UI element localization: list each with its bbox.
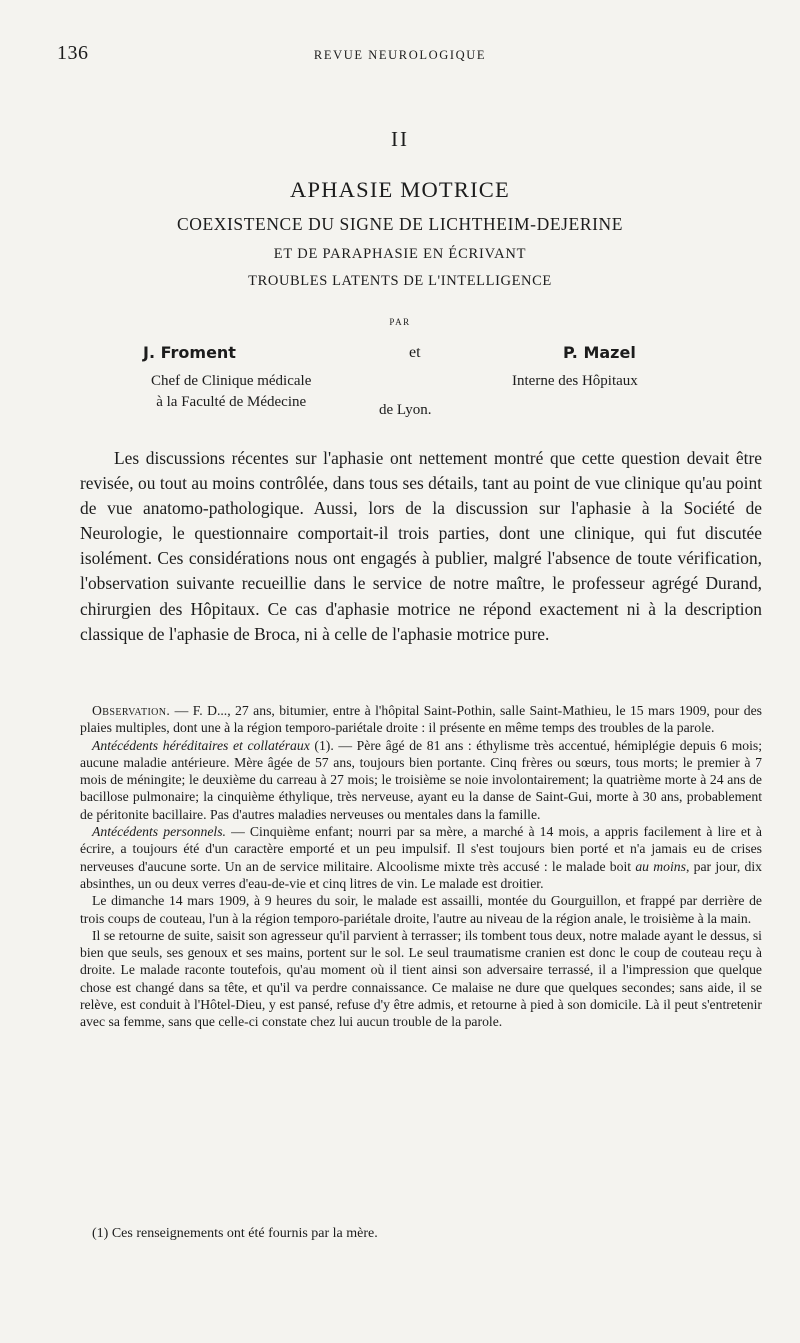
personal-label: Antécédents personnels. xyxy=(92,824,226,840)
hereditary-text: (1). — Père âgé de 81 ans : éthylisme très accentué, hémiplégie depuis 6 mois; aucune maladie antérieure. Mère âgée de 57 ans, toujours bien portante. Cinq frères ou sœurs, tous morts; le premier à 7 mois de méningite; le deuxième du carreau à 27 mois; le troisième se noie involontairement; la quatrième morte à 24 ans de bacillose pulmonaire; la cinquième éthylique, très nerveuse, ayant eu la danse de Saint-Gui, morte à 30 ans, probablement de péritonite bacillaire. Pas d'autres maladies nerveuses ou mentales dans la famille. xyxy=(80,737,762,822)
footnote: (1) Ces renseignements ont été fournis par la mère. xyxy=(92,1226,378,1241)
article-subtitle-1: COEXISTENCE DU SIGNE DE LICHTHEIM-DEJERINE xyxy=(176,214,624,234)
aftermath-paragraph: Il se retourne de suite, saisit son agresseur qu'il parvient à terrasser; ils tombent tous deux, notre malade ayant le dessus, si bien que seuls, ses genoux et ses mains, portent sur le sol. Le seul traumatisme cranien est donc le coup de couteau reçu à droite. Le malade raconte toutefois, qu'au moment où il tient ainsi son adversaire terrassé, il a l'impression que quelque chose est changé dans sa tête, et qu'il va perdre connaissance. Ce malaise ne dure que quelques secondes; sans aide, il se relève, est conduit à l'Hôtel-Dieu, y est pansé, refuse d'y être admis, et retourne à pied à son domicile. Là il peut s'entretenir avec sa femme, sans que celle-ci constate chez lui aucun trouble de la parole. xyxy=(80,927,762,1030)
observation-label: Observation. xyxy=(92,703,171,718)
intro-paragraph-block xyxy=(80,446,762,647)
author-conjunction: et xyxy=(409,344,421,361)
page-number: 136 xyxy=(57,42,89,64)
assault-paragraph: Le dimanche 14 mars 1909, à 9 heures du soir, le malade est assailli, montée du Gourguillon, et frappé par derrière de trois coups de couteau, l'un à la région temporo-pariétale droite, l'autre au niveau de la région anale, le troisième à la main. xyxy=(80,893,762,926)
author-froment: J. Froment xyxy=(143,343,236,362)
personal-text-1: — Cinquième enfant; nourri par sa mère, a marché à 14 mois, a appris facilement à lire et à écrire, a toujours été d'un caractère emporté et un peu impulsif. Il s'est toujours bien porté et n'a jamais eu de crises nerveuses d'aucune sorte. Un an de service militaire. Alcoolisme mixte très accusé : le malade boit xyxy=(80,824,762,874)
affiliation-mazel: Interne des Hôpitaux xyxy=(512,373,638,389)
article-subtitle-2: ET DE PARAPHASIE EN ÉCRIVANT xyxy=(273,246,527,262)
observation-text: — F. D..., 27 ans, bitumier, entre à l'hôpital Saint-Pothin, salle Saint-Mathieu, le 15 mars 1909, pour des plaies multiples, dont une à la région temporo-pariétale droite : il présente en même temps des troubles de la parole. xyxy=(80,703,762,736)
author-mazel: P. Mazel xyxy=(563,343,636,362)
personal-paragraph xyxy=(80,823,762,892)
section-number: II xyxy=(391,127,409,151)
personal-emphasis: au moins xyxy=(635,858,686,874)
observation-paragraph xyxy=(80,702,762,737)
affiliation-froment-line-2: à la Faculté de Médecine xyxy=(156,394,307,410)
byline-par: PAR xyxy=(389,317,411,327)
journal-title: REVUE NEUROLOGIQUE xyxy=(313,48,487,62)
observation-section xyxy=(80,702,762,1031)
personal-text-2: , par jour, dix absinthes, un ou deux verres d'eau-de-vie et cinq litres de vin. Le malade est droitier. xyxy=(80,858,762,891)
article-title: APHASIE MOTRICE xyxy=(290,177,510,202)
affiliation-froment xyxy=(151,371,311,413)
affiliation-place: de Lyon. xyxy=(379,402,432,418)
hereditary-label: Antécédents héréditaires et collatéraux xyxy=(92,737,310,753)
affiliation-froment-line-1: Chef de Clinique médicale xyxy=(151,373,312,389)
intro-paragraph: Les discussions récentes sur l'aphasie ont nettement montré que cette question devait être revisée, ou tout au moins contrôlée, dans tous ses détails, tant au point de vue clinique qu'au point de vue anatomo-pathologique. Aussi, lors de la discussion sur l'aphasie à la Société de Neurologie, le questionnaire comportait-il trois parties, dont une clinique, qui fut discutée isolément. Ces considérations nous ont engagés à publier, malgré l'absence de toute vérification, l'observation suivante recueillie dans le service de notre maître, le professeur agrégé Durand, chirurgien des Hôpitaux. Ce cas d'aphasie motrice ne répond exactement ni à la description classique de l'aphasie de Broca, ni à celle de l'aphasie motrice pure. xyxy=(80,448,762,644)
hereditary-paragraph xyxy=(80,737,762,823)
running-head xyxy=(57,42,743,66)
article-subtitle-3: TROUBLES LATENTS DE L'INTELLIGENCE xyxy=(248,273,552,289)
